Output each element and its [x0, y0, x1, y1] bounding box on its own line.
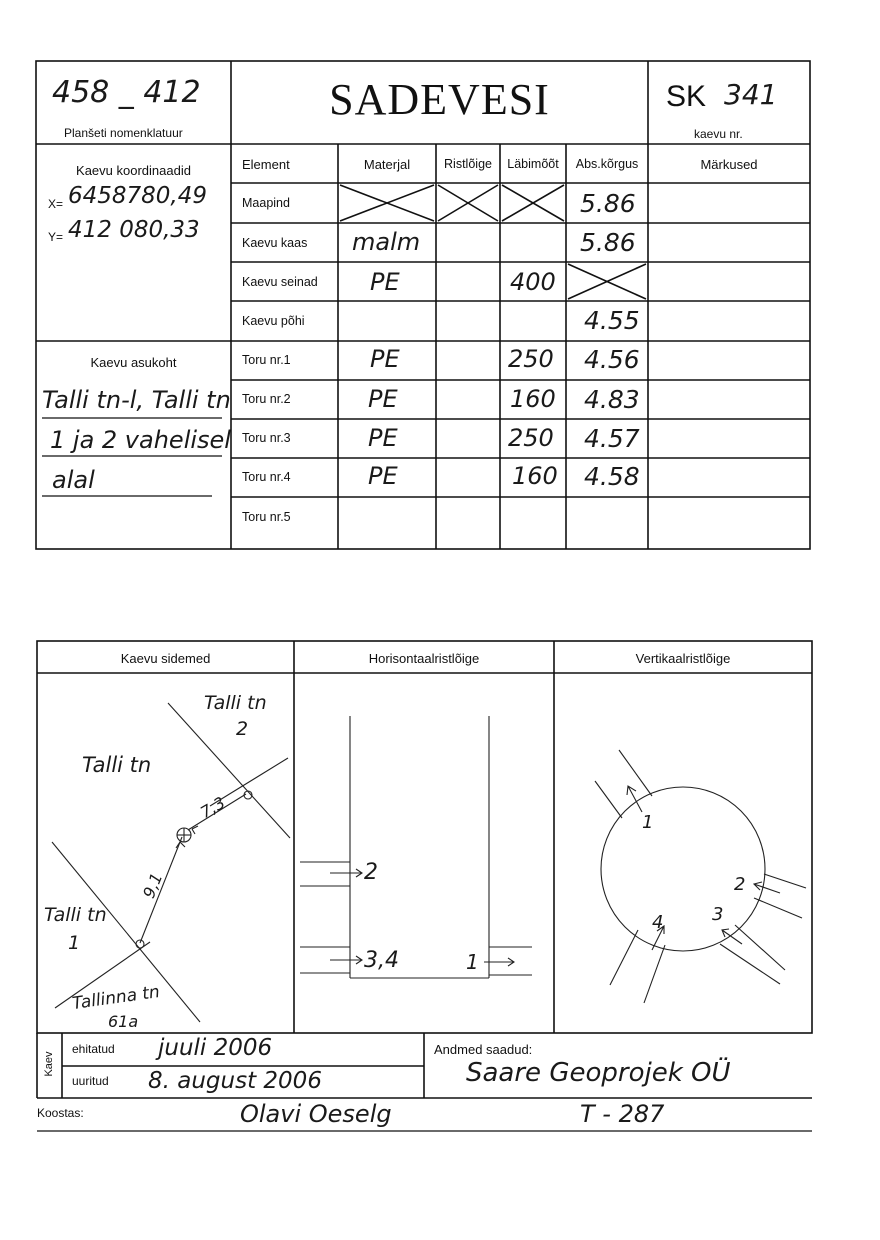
row-element: Toru nr.5	[242, 510, 291, 524]
row-material: PE	[368, 385, 398, 413]
row-diameter: 160	[510, 385, 556, 413]
surveyed-value: 8. august 2006	[148, 1068, 322, 1094]
author-value: Olavi Oeselg	[240, 1100, 392, 1128]
ties-sketch	[52, 703, 290, 1022]
pipe-in-bottom: 3,4	[364, 948, 399, 973]
author-label: Koostas:	[37, 1106, 84, 1120]
source-label: Andmed saadud:	[434, 1042, 533, 1057]
location-line-2: 1 ja 2 vahelisel	[50, 426, 231, 454]
pipe-3-label: 3	[712, 904, 724, 925]
coordinates-label: Kaevu koordinaadid	[76, 163, 191, 178]
horizontal-header: Horisontaalristlõige	[368, 651, 480, 666]
street-mid: Talli tn	[44, 904, 107, 926]
row-element: Kaevu kaas	[242, 236, 308, 250]
street-left: Talli tn	[82, 753, 152, 777]
row-element: Toru nr.1	[242, 353, 291, 367]
ties-header: Kaevu sidemed	[120, 651, 211, 666]
row-height: 5.86	[580, 228, 636, 257]
row-material: PE	[370, 268, 400, 296]
street-top: Talli tn	[204, 692, 267, 714]
well-side-label: Kaev	[43, 1051, 55, 1077]
row-element: Toru nr.3	[242, 431, 291, 445]
well-prefix: SK	[666, 80, 707, 113]
row-height: 5.86	[580, 189, 636, 218]
row-element: Toru nr.2	[242, 392, 291, 406]
row-diameter: 400	[510, 268, 556, 296]
pipe-in-top: 2	[364, 860, 378, 885]
row-material: malm	[352, 228, 421, 256]
y-value: 412 080,33	[68, 217, 200, 243]
row-material: PE	[368, 462, 398, 490]
row-height: 4.57	[584, 424, 640, 453]
x-value: 6458780,49	[68, 183, 208, 209]
street-mid-num: 1	[68, 932, 81, 954]
street-top-num: 2	[236, 718, 249, 740]
x-label: X=	[48, 197, 64, 211]
row-height: 4.55	[584, 306, 640, 335]
distance-1: 9,1	[139, 870, 167, 901]
location-line-3: alal	[52, 466, 95, 494]
vertical-header: Vertikaalristlõige	[635, 651, 731, 666]
col-header-height: Abs.kõrgus	[575, 157, 639, 171]
document-number: T - 287	[580, 1100, 665, 1128]
location-line-1: Talli tn-l, Talli tn	[42, 386, 231, 414]
distance-2: 7,3	[196, 792, 229, 823]
built-label: ehitatud	[72, 1042, 115, 1056]
row-material: PE	[368, 424, 398, 452]
y-label: Y=	[48, 230, 64, 244]
horizontal-section	[300, 716, 532, 978]
location-label: Kaevu asukoht	[90, 355, 177, 370]
row-height: 4.83	[584, 385, 640, 414]
well-label: kaevu nr.	[694, 127, 743, 141]
row-height: 4.56	[584, 345, 640, 374]
pipe-out: 1	[466, 950, 479, 974]
pipe-2-label: 2	[734, 874, 746, 895]
vertical-section	[595, 750, 806, 1003]
built-value: juuli 2006	[158, 1035, 273, 1061]
row-element: Kaevu põhi	[242, 314, 305, 328]
page-title: SADEVESI	[329, 75, 550, 124]
col-header-material: Materjal	[363, 157, 411, 172]
row-material: PE	[370, 345, 400, 373]
source-value: Saare Geoprojek OÜ	[466, 1058, 731, 1088]
col-header-cross: Ristlõige	[444, 157, 492, 171]
row-element: Maapind	[242, 196, 290, 210]
row-diameter: 160	[512, 462, 558, 490]
col-header-diameter: Läbimõõt	[507, 157, 559, 171]
row-height: 4.58	[584, 462, 640, 491]
row-element: Toru nr.4	[242, 470, 291, 484]
street-bottom: Tallinna tn	[71, 981, 161, 1015]
row-diameter: 250	[508, 424, 554, 452]
row-element: Kaevu seinad	[242, 275, 318, 289]
col-header-element: Element	[242, 157, 290, 172]
plan-label: Planšeti nomenklatuur	[64, 126, 183, 140]
plan-number: 458 _ 412	[52, 75, 201, 110]
row-diameter: 250	[508, 345, 554, 373]
col-header-notes: Märkused	[700, 157, 758, 172]
pipe-4-label: 4	[652, 912, 664, 933]
street-bottom-num: 61a	[108, 1012, 139, 1031]
surveyed-label: uuritud	[72, 1074, 109, 1088]
well-number: 341	[724, 78, 778, 111]
pipe-1-label: 1	[642, 812, 654, 833]
